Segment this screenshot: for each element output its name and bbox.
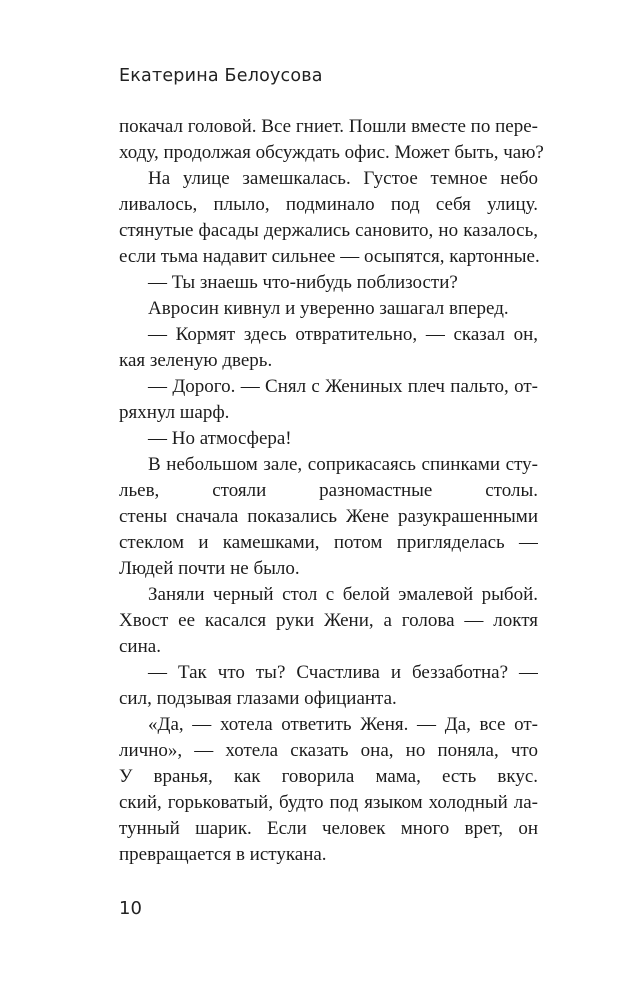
paragraph — [119, 452, 538, 582]
paragraph — [119, 270, 538, 296]
text-line: лично», — хотела сказать она, но поняла, что — [119, 740, 538, 761]
text-line: ливалось, плыло, подминало под себя улицу. — [119, 194, 538, 215]
text-line: Заняли черный стол с белой эмалевой рыбой. — [148, 584, 538, 605]
text-line: — Кормят здесь отвратительно, — сказал он, — [148, 324, 538, 345]
paragraph — [119, 582, 538, 660]
text-line: «Да, — хотела ответить Женя. — Да, все от- — [148, 714, 538, 735]
paragraph — [119, 712, 538, 868]
paragraph — [119, 114, 544, 166]
text-line: ходу, продолжая обсуждать офис. Может быть, чаю? — [119, 142, 544, 163]
text-line: На улице замешкалась. Густое темное небо — [148, 168, 538, 189]
text-line: У вранья, как говорила мама, есть вкус. — [119, 766, 538, 787]
text-line: — Так что ты? Счастлива и беззаботна? — — [148, 662, 538, 683]
text-line: — Но атмосфера! — [148, 428, 292, 449]
text-line: Людей почти не было. — [119, 558, 300, 579]
running-header-author: Екатерина Белоусова — [119, 66, 323, 86]
paragraph — [119, 426, 538, 452]
page-number: 10 — [119, 898, 142, 919]
text-line: В небольшом зале, соприкасаясь спинками сту- — [148, 454, 538, 475]
paragraph — [119, 660, 538, 712]
text-line: стеклом и камешками, потом пригляделась — — [119, 532, 538, 553]
paragraph — [119, 322, 538, 374]
text-line: стянутые фасады держались сановито, но казалось, — [119, 220, 538, 241]
text-line: если тьма надавит сильнее — осыпятся, картонные. — [119, 246, 540, 267]
text-line: — Ты знаешь что-нибудь поблизости? — [148, 272, 458, 293]
text-line: покачал головой. Все гниет. Пошли вместе по пере- — [119, 116, 538, 137]
text-line: кая зеленую дверь. — [119, 350, 273, 371]
text-line: сина. — [119, 636, 161, 657]
paragraph — [119, 296, 538, 322]
text-line: сил, подзывая глазами официанта. — [119, 688, 397, 709]
text-line: превращается в истукана. — [119, 844, 327, 865]
page-body-text — [119, 114, 544, 868]
text-line: стены сначала показались Жене разукрашенными — [119, 506, 538, 527]
text-line: ряхнул шарф. — [119, 402, 230, 423]
text-line: Авросин кивнул и уверенно зашагал вперед. — [148, 298, 509, 319]
text-line: льев, стояли разномастные столы. — [119, 480, 538, 501]
text-line: Хвост ее касался руки Жени, а голова — локтя — [119, 610, 538, 631]
text-line: ский, горьковатый, будто под языком холодный ла- — [119, 792, 538, 813]
text-line: — Дорого. — Снял с Жениных плеч пальто, от- — [148, 376, 538, 397]
paragraph — [119, 166, 538, 270]
paragraph — [119, 374, 538, 426]
text-line: тунный шарик. Если человек много врет, он — [119, 818, 538, 839]
